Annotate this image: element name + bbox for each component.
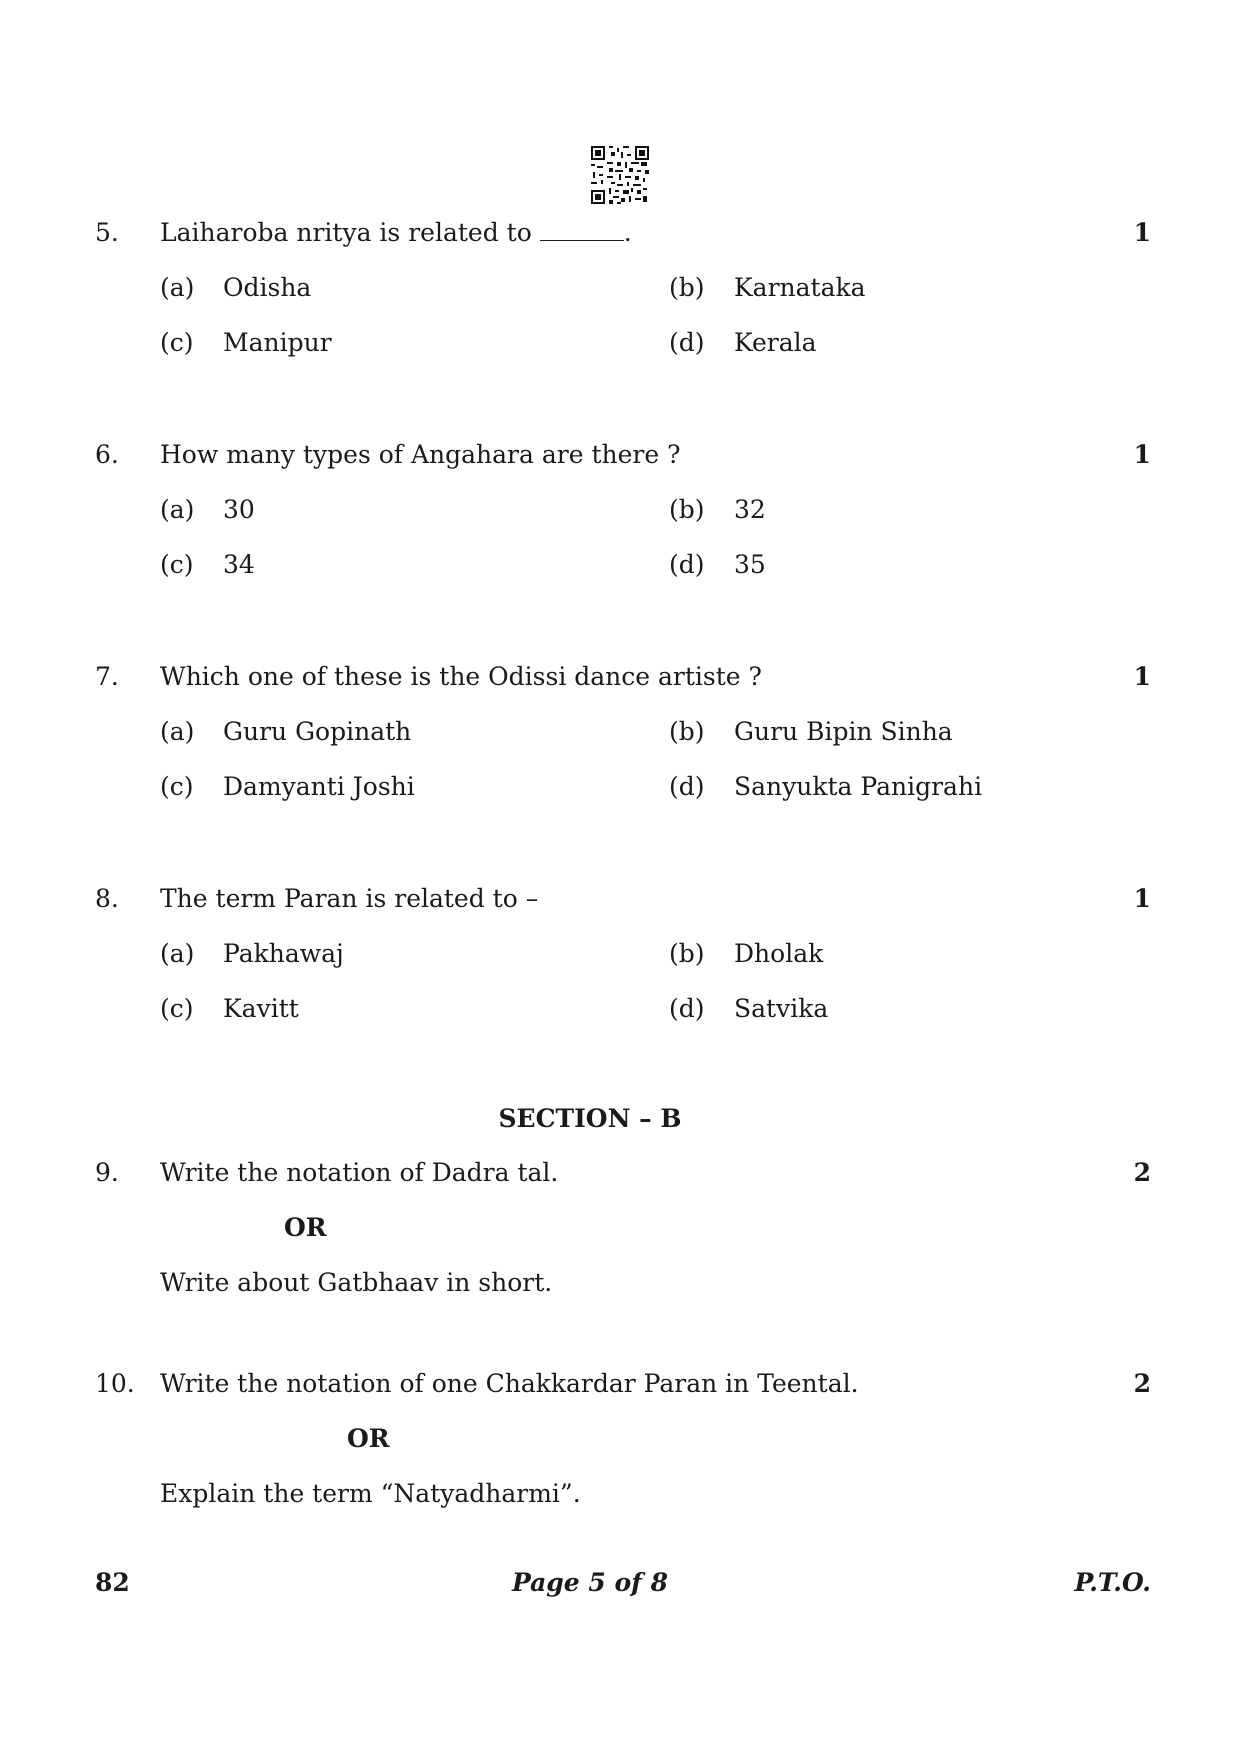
option-label: (b) — [669, 939, 705, 968]
question-text: The term Paran is related to – — [160, 884, 539, 913]
option-text: Karnataka — [734, 273, 866, 302]
alternative-question-text: Explain the term “Natyadharmi”. — [160, 1479, 581, 1508]
option-label: (a) — [160, 273, 195, 302]
question-stem: Laiharoba nritya is related to — [160, 218, 532, 247]
paper-code: 82 — [95, 1568, 130, 1597]
page-number: Page 5 of 8 — [511, 1568, 669, 1597]
question-number: 5. — [95, 218, 119, 247]
question-marks: 1 — [1133, 884, 1151, 913]
question-marks: 2 — [1133, 1369, 1151, 1398]
question-text: How many types of Angahara are there ? — [160, 440, 681, 469]
option-text: Damyanti Joshi — [223, 772, 415, 801]
option-label: (b) — [669, 273, 705, 302]
option-label: (c) — [160, 994, 194, 1023]
question-text — [160, 218, 632, 248]
option-text: Dholak — [734, 939, 824, 968]
option-label: (c) — [160, 550, 194, 579]
option-text: 34 — [223, 550, 255, 579]
alternative-question-text: Write about Gatbhaav in short. — [160, 1268, 553, 1297]
or-separator: OR — [284, 1213, 327, 1242]
question-marks: 1 — [1133, 218, 1151, 247]
question-text: Which one of these is the Odissi dance artiste ? — [160, 662, 762, 691]
question-number: 8. — [95, 884, 119, 913]
option-label: (b) — [669, 717, 705, 746]
option-text: 35 — [734, 550, 766, 579]
question-suffix: . — [623, 218, 632, 247]
answer-blank — [540, 218, 624, 241]
question-number: 7. — [95, 662, 119, 691]
option-label: (a) — [160, 717, 195, 746]
question-marks: 2 — [1133, 1158, 1151, 1187]
option-text: 32 — [734, 495, 766, 524]
option-label: (c) — [160, 328, 194, 357]
question-marks: 1 — [1133, 662, 1151, 691]
option-text: Sanyukta Panigrahi — [734, 772, 983, 801]
option-text: 30 — [223, 495, 255, 524]
option-text: Odisha — [223, 273, 312, 302]
option-label: (a) — [160, 939, 195, 968]
option-text: Guru Bipin Sinha — [734, 717, 953, 746]
option-label: (c) — [160, 772, 194, 801]
option-label: (d) — [669, 328, 705, 357]
option-text: Satvika — [734, 994, 829, 1023]
question-number: 10. — [95, 1369, 135, 1398]
option-text: Guru Gopinath — [223, 717, 412, 746]
option-label: (a) — [160, 495, 195, 524]
section-heading: SECTION – B — [498, 1104, 682, 1133]
option-text: Manipur — [223, 328, 332, 357]
pto-label: P.T.O. — [1074, 1568, 1151, 1597]
option-text: Pakhawaj — [223, 939, 344, 968]
option-label: (b) — [669, 495, 705, 524]
question-text: Write the notation of Dadra tal. — [160, 1158, 559, 1187]
question-number: 6. — [95, 440, 119, 469]
option-label: (d) — [669, 550, 705, 579]
option-text: Kavitt — [223, 994, 299, 1023]
option-label: (d) — [669, 994, 705, 1023]
option-text: Kerala — [734, 328, 817, 357]
question-number: 9. — [95, 1158, 119, 1187]
question-marks: 1 — [1133, 440, 1151, 469]
option-label: (d) — [669, 772, 705, 801]
question-text: Write the notation of one Chakkardar Paran in Teental. — [160, 1369, 859, 1398]
or-separator: OR — [347, 1424, 390, 1453]
qr-code-icon — [591, 145, 649, 205]
